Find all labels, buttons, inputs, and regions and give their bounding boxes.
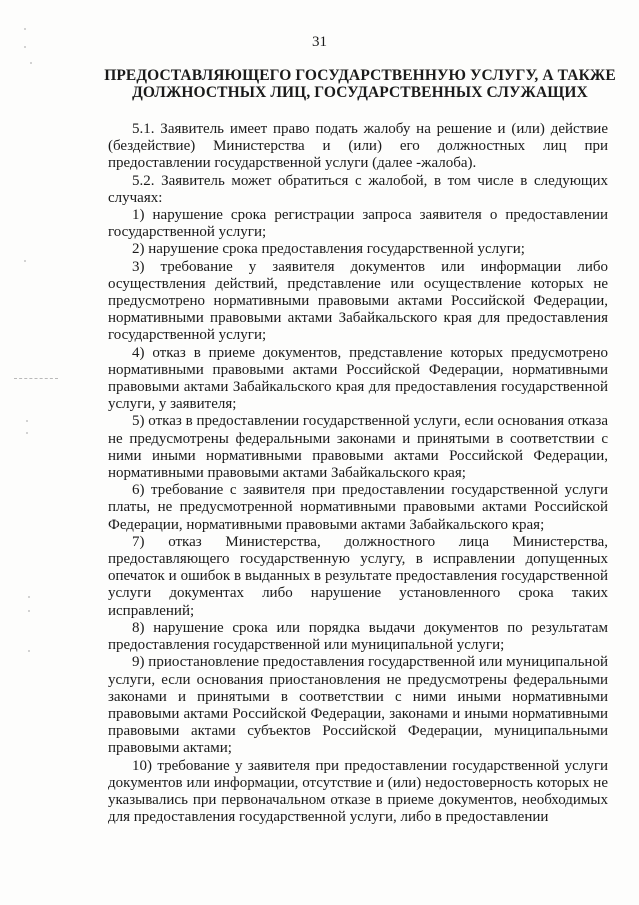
list-item-10: 10) требование у заявителя при предоставлении государственной услуги документов или информации, отсутствие и (или) недостоверность которых не указывались при первоначальном отказе в приеме документов, необходимых для предоставления государственной услуги, либо в предоставлении [108,757,608,826]
margin-scan-mark [28,610,30,612]
document-body [108,121,608,826]
list-item-9: 9) приостановление предоставления государственной или муниципальной услуги, если основания приостановления не предусмотрены федеральными законами и принятыми в соответствии с ними иными нормативными правовыми актами Российской Федерации, законами и иными нормативными правовыми актами субъектов Российской Федерации, муниципальными правовыми актами; [108,654,608,757]
list-item-8: 8) нарушение срока или порядка выдачи документов по результатам предоставления государственной или муниципальной услуги; [108,619,608,654]
margin-scan-mark [28,650,30,652]
section-heading-line: ПРЕДОСТАВЛЯЮЩЕГО ГОСУДАРСТВЕННУЮ УСЛУГУ, А ТАКЖЕ [104,67,616,84]
list-item-3: 3) требование у заявителя документов или информации либо осуществления действий, представление или осуществление которых не предусмотрено нормативными правовыми актами Российской Федерации, нормативными правовыми актами Забайкальского края для предоставления государственной услуги; [108,258,608,344]
margin-scan-mark [24,260,26,262]
list-item-4: 4) отказ в приеме документов, представление которых предусмотрено нормативными правовыми актами Российской Федерации, нормативными правовыми актами Забайкальского края для предоставления государственной услуги, у заявителя; [108,344,608,413]
paragraph-5-2: 5.2. Заявитель может обратиться с жалобой, в том числе в следующих случаях: [108,172,608,206]
margin-scan-mark [24,28,26,30]
margin-scan-mark [28,596,30,598]
list-item-5: 5) отказ в предоставлении государственной услуги, если основания отказа не предусмотрены федеральными законами и принятыми в соответствии с ними иными нормативными правовыми актами Российской Федерации, нормативными правовыми актами Забайкальского края; [108,413,608,482]
list-item-6: 6) требование с заявителя при предоставлении государственной услуги платы, не предусмотренной нормативными правовыми актами Российской Федерации, нормативными правовыми актами Забайкальского края; [108,482,608,533]
list-item-2: 2) нарушение срока предоставления государственной услуги; [132,241,525,258]
page-number: 31 [312,34,327,50]
list-item-1: 1) нарушение срока регистрации запроса заявителя о предоставлении государственной услуги; [108,207,608,241]
margin-scan-mark [26,432,28,434]
list-item-7: 7) отказ Министерства, должностного лица Министерства, предоставляющего государственную услугу, в исправлении допущенных опечаток и ошибок в выданных в результате предоставления государственной услуги документах либо нарушение установленного срока таких исправлений; [108,533,608,619]
margin-scan-mark [14,378,58,379]
margin-scan-mark [30,62,32,64]
margin-scan-mark [26,420,28,422]
section-heading-line: ДОЛЖНОСТНЫХ ЛИЦ, ГОСУДАРСТВЕННЫХ СЛУЖАЩИХ [132,84,588,101]
paragraph-5-1: 5.1. Заявитель имеет право подать жалобу на решение и (или) действие (бездействие) Министерства и (или) его должностных лиц при предоставлении государственной услуги (далее -жалоба). [108,121,608,172]
section-heading [100,67,620,101]
